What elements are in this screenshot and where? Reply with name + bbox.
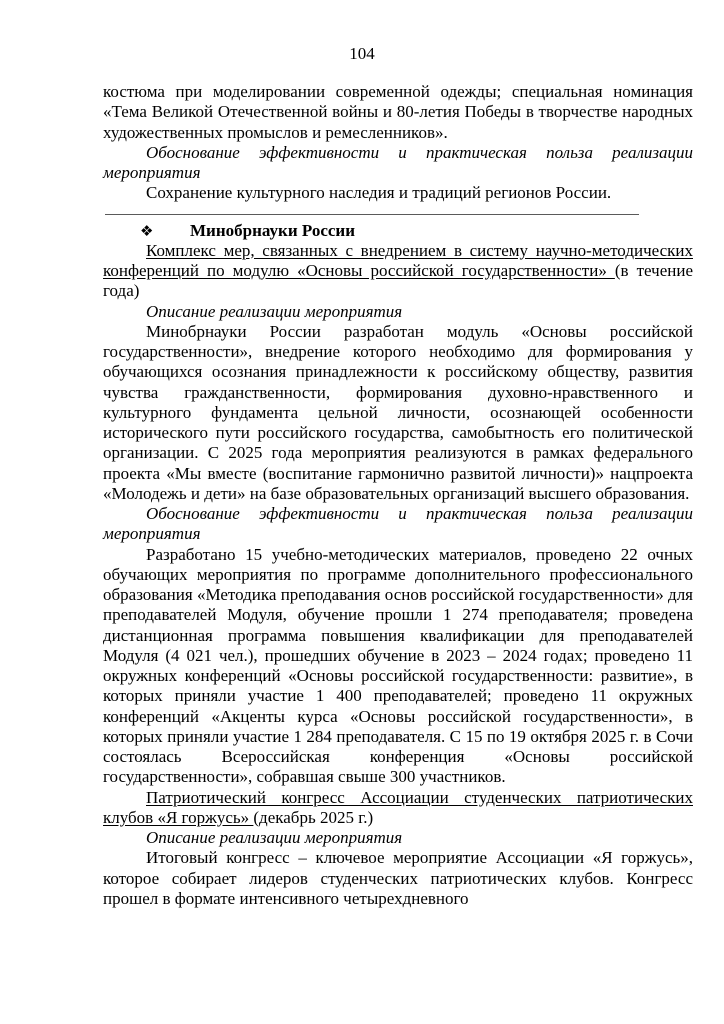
section-heading — [103, 221, 693, 241]
section-divider — [105, 214, 639, 215]
intro-justification-heading: Обоснование эффективности и практическая польза реализации мероприятия — [103, 142, 693, 182]
diamond-bullet-icon: ❖ — [140, 221, 154, 240]
event1-title-underlined: Комплекс мер, связанных с внедрением в систему научно-методических конференций по модулю «Основы российской государственности» — [103, 240, 693, 280]
section-title: Минобрнауки России — [190, 220, 356, 240]
event1-title-period: (в течение года) — [103, 261, 693, 301]
intro-tail-paragraph: костюма при моделировании современной одежды; специальная номинация «Тема Великой Отечественной войны и 80-летия Победы в творчестве народных художественных промыслов и ремесленников». — [103, 82, 693, 142]
event1-title — [103, 241, 693, 302]
event2-title — [103, 788, 693, 829]
event2-title-period: (декабрь 2025 г.) — [253, 807, 374, 827]
document-body — [103, 82, 693, 909]
event1-description-heading: Описание реализации мероприятия — [146, 301, 403, 321]
event2-description: Итоговый конгресс – ключевое мероприятие Ассоциации «Я горжусь», которое собирает лидеров студенческих патриотических клубов. Конгресс прошел в формате интенсивного четырехдневного — [103, 848, 693, 908]
event1-justification-heading: Обоснование эффективности и практическая польза реализации мероприятия — [103, 504, 693, 544]
event2-title-underlined: Патриотический конгресс Ассоциации студенческих патриотических клубов «Я горжусь» — [103, 787, 693, 827]
intro-result-paragraph: Сохранение культурного наследия и традиций регионов России. — [146, 183, 612, 203]
page-number: 104 — [349, 44, 375, 63]
event1-description: Минобрнауки России разработан модуль «Основы российской государственности», внедрение которого необходимо для формирования у обучающихся осознания принадлежности к российскому обществу, развития чувства гражданственности, формирования духовно-нравственного и культурного фундамента цельной личности, осознающей особенности исторического пути российского государства, самобытность его политической организации. С 2025 года мероприятия реализуются в рамках федерального проекта «Мы вместе (воспитание гармонично развитой личности)» нацпроекта «Молодежь и дети» на базе образовательных организаций высшего образования. — [103, 321, 693, 503]
event1-justification: Разработано 15 учебно-методических материалов, проведено 22 очных обучающих мероприятия по программе дополнительного профессионального образования «Методика преподавания основ российской государственности» для преподавателей Модуля, обучение прошли 1 274 преподавателя; проведена дистанционная программа повышения квалификации для преподавателей Модуля (4 021 чел.), прошедших обучение в 2023 – 2024 годах; проведено 11 окружных конференций «Основы российской государственности: развитие», в которых приняли участие 1 400 преподавателей; проведено 11 окружных конференций «Акценты курса «Основы российской государственности», в которых приняли участие 1 284 преподавателя. С 15 по 19 октября 2025 г. в Сочи состоялась Всероссийская конференция «Основы российской государственности», собравшая свыше 300 участников. — [103, 544, 693, 787]
event2-description-heading: Описание реализации мероприятия — [146, 828, 403, 847]
